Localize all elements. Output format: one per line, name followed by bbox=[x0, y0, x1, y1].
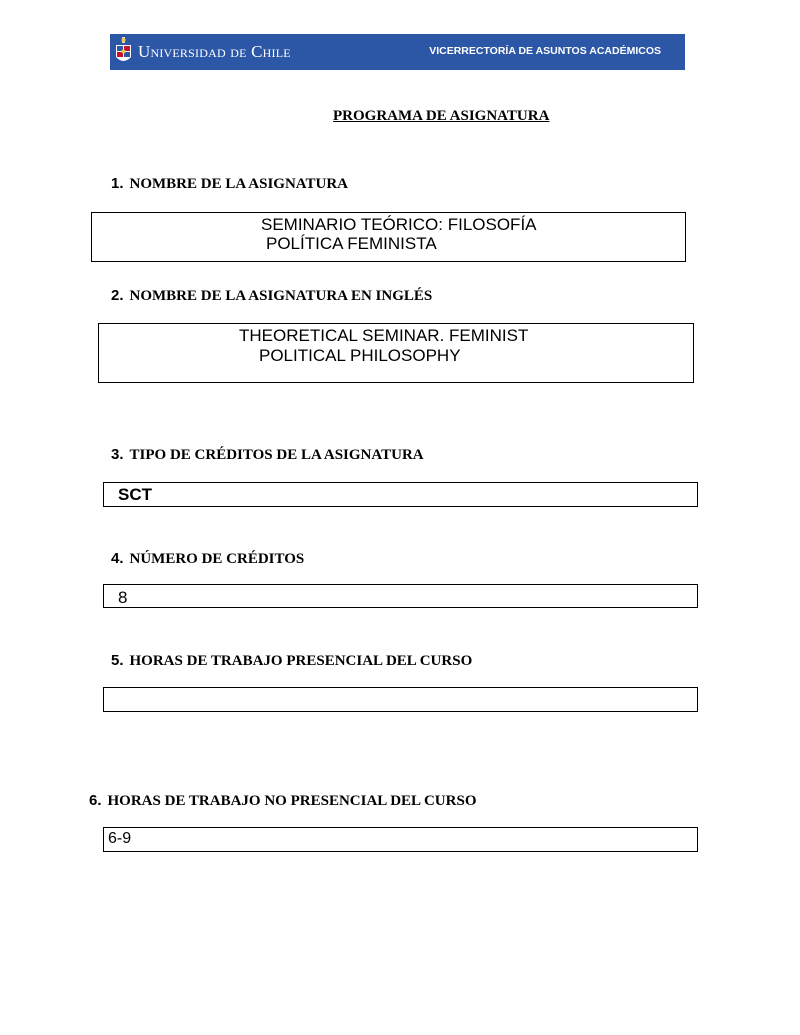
section-label: NOMBRE DE LA ASIGNATURA bbox=[129, 176, 349, 192]
section-5-value-box bbox=[103, 687, 698, 712]
section-number: 3. bbox=[111, 446, 124, 463]
university-name: Universidad de Chile bbox=[138, 42, 291, 61]
credits-value: 8 bbox=[118, 588, 128, 607]
section-4-value-box bbox=[103, 584, 698, 608]
header-banner bbox=[110, 34, 685, 70]
section-3-value-box bbox=[103, 482, 698, 507]
section-4-heading bbox=[111, 550, 304, 568]
section-number: 6. bbox=[89, 792, 102, 809]
value-line: POLITICAL PHILOSOPHY bbox=[259, 346, 461, 365]
non-presential-hours-value: 6-9 bbox=[108, 830, 132, 847]
section-2-heading bbox=[111, 287, 432, 305]
section-6-heading bbox=[89, 792, 476, 810]
section-number: 4. bbox=[111, 550, 124, 567]
office-name: VICERRECTORÍA DE ASUNTOS ACADÉMICOS bbox=[429, 45, 661, 57]
section-1-value-box bbox=[91, 212, 686, 262]
section-label: NÚMERO DE CRÉDITOS bbox=[129, 551, 305, 567]
section-2-value-box bbox=[98, 323, 694, 383]
credit-type-value: SCT bbox=[118, 485, 152, 504]
section-label: NOMBRE DE LA ASIGNATURA EN INGLÉS bbox=[129, 288, 433, 304]
section-label: HORAS DE TRABAJO PRESENCIAL DEL CURSO bbox=[129, 653, 473, 669]
section-6-value-box bbox=[103, 827, 698, 852]
section-5-heading bbox=[111, 652, 472, 670]
document-title: PROGRAMA DE ASIGNATURA bbox=[333, 108, 550, 124]
university-crest-icon bbox=[115, 37, 132, 67]
section-number: 2. bbox=[111, 287, 124, 304]
value-line: SEMINARIO TEÓRICO: FILOSOFÍA bbox=[261, 215, 537, 234]
value-line: POLÍTICA FEMINISTA bbox=[266, 234, 437, 253]
section-number: 5. bbox=[111, 652, 124, 669]
section-3-heading bbox=[111, 446, 424, 464]
section-label: TIPO DE CRÉDITOS DE LA ASIGNATURA bbox=[129, 447, 424, 463]
value-line: THEORETICAL SEMINAR. FEMINIST bbox=[239, 326, 529, 345]
section-label: HORAS DE TRABAJO NO PRESENCIAL DEL CURSO bbox=[107, 793, 477, 809]
section-number: 1. bbox=[111, 175, 124, 192]
section-1-heading bbox=[111, 175, 348, 193]
